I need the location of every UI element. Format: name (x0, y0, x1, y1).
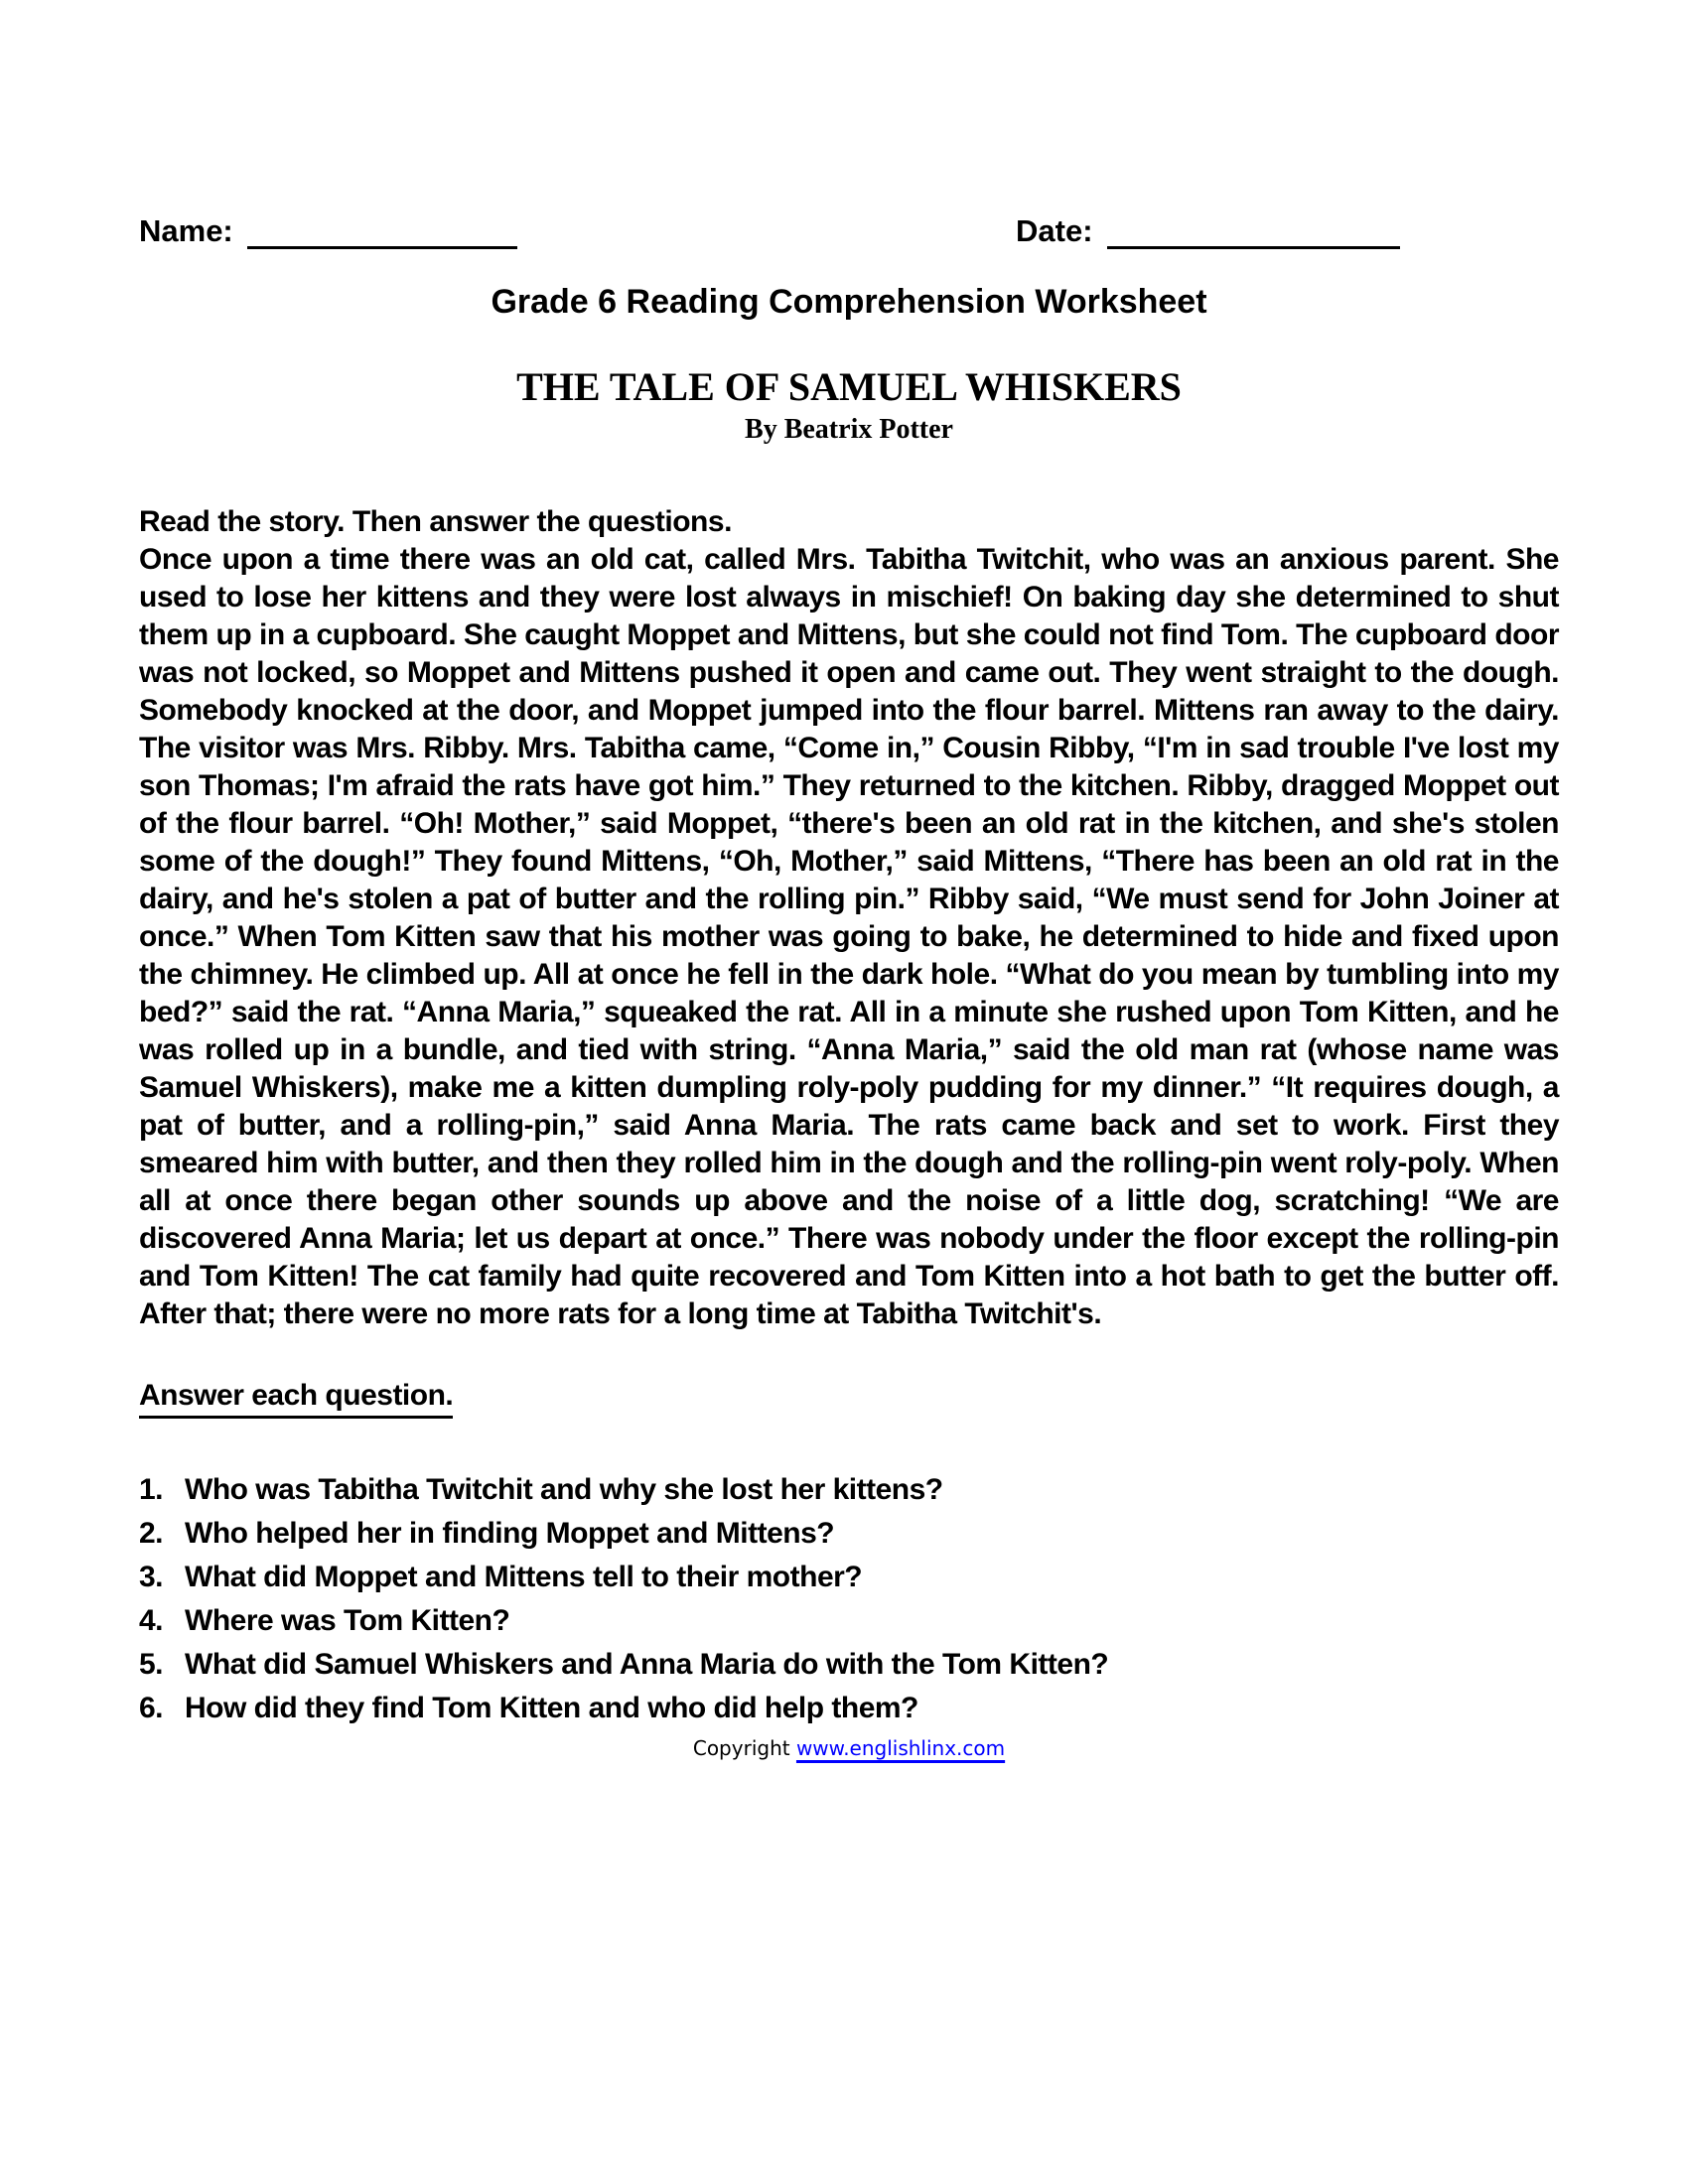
story-title: THE TALE OF SAMUEL WHISKERS (516, 364, 1182, 409)
question-number: 4. (139, 1604, 164, 1637)
date-label: Date: (1016, 213, 1093, 248)
date-field-group (849, 213, 1559, 249)
question-text: Where was Tom Kitten? (185, 1604, 510, 1637)
worksheet-title: Grade 6 Reading Comprehension Worksheet (491, 283, 1207, 321)
name-label: Name: (139, 213, 233, 248)
header-row (139, 213, 1559, 249)
instructions-line: Read the story. Then answer the questions. (139, 505, 732, 538)
question-number: 2. (139, 1517, 164, 1550)
question-item-5 (139, 1643, 1559, 1687)
question-item-1 (139, 1468, 1559, 1512)
copyright-label: Copyright (692, 1736, 790, 1760)
story-text: Once upon a time there was an old cat, called Mrs. Tabitha Twitchit, who was an anxious parent. She used to lose her kittens and they were lost always in mischief! On baking day she determined to shut them up in a cupboard. She caught Moppet and Mittens, but she could not find Tom. The cupboard door was not locked, so Moppet and Mittens pushed it open and came out. They went straight to the dough. Somebody knocked at the door, and Moppet jumped into the flour barrel. Mittens ran away to the dairy. The visitor was Mrs. Ribby. Mrs. Tabitha came, “Come in,” Cousin Ribby, “I'm in sad trouble I've lost my son Thomas; I'm afraid the rats have got him.” They returned to the kitchen. Ribby, dragged Moppet out of the flour barrel. “Oh! Mother,” said Moppet, “there's been an old rat in the kitchen, and she's stolen some of the dough!” They found Mittens, “Oh, Mother,” said Mittens, “There has been an old rat in the dairy, and he's stolen a pat of butter and the rolling pin.” Ribby said, “We must send for John Joiner at once.” When Tom Kitten saw that his mother was going to bake, he determined to hide and fixed upon the chimney. He climbed up. All at once he fell in the dark hole. “What do you mean by tumbling into my bed?” said the rat. “Anna Maria,” squeaked the rat. All in a minute she rushed upon Tom Kitten, and he was rolled up in a bundle, and tied with string. “Anna Maria,” said the old man rat (whose name was Samuel Whiskers), make me a kitten dumpling roly-poly pudding for my dinner.” “It requires dough, a pat of butter, and a rolling-pin,” said Anna Maria. The rats came back and set to work. First they smeared him with butter, and then they rolled him in the dough and the rolling-pin went roly-poly. When all at once there began other sounds up above and the noise of a little dog, scratching! “We are discovered Anna Maria; let us depart at once.” There was nobody under the floor except the rolling-pin and Tom Kitten! The cat family had quite recovered and Tom Kitten into a hot bath to get the butter off. After that; there were no more rats for a long time at Tabitha Twitchit's. (139, 543, 1559, 1330)
question-item-2 (139, 1512, 1559, 1556)
date-blank-line (1107, 214, 1400, 249)
question-text: Who helped her in finding Moppet and Mittens? (185, 1517, 835, 1550)
question-number: 3. (139, 1561, 164, 1593)
footer (139, 1734, 1559, 1762)
name-blank-line (247, 214, 517, 249)
answer-section-heading: Answer each question. (139, 1379, 453, 1419)
question-item-4 (139, 1599, 1559, 1643)
question-text: Who was Tabitha Twitchit and why she lost her kittens? (185, 1473, 943, 1506)
story-byline: By Beatrix Potter (745, 414, 953, 445)
question-text: How did they find Tom Kitten and who did help them? (185, 1692, 918, 1724)
question-item-6 (139, 1687, 1559, 1730)
englishlinx-link[interactable]: www.englishlinx.com (795, 1736, 1006, 1760)
question-item-3 (139, 1556, 1559, 1599)
question-text: What did Samuel Whiskers and Anna Maria do with the Tom Kitten? (185, 1648, 1109, 1681)
question-number: 1. (139, 1473, 164, 1506)
name-field-group (139, 213, 849, 249)
question-number: 5. (139, 1648, 164, 1681)
question-number: 6. (139, 1692, 164, 1724)
question-list (139, 1468, 1559, 1730)
question-text: What did Moppet and Mittens tell to their mother? (185, 1561, 863, 1593)
